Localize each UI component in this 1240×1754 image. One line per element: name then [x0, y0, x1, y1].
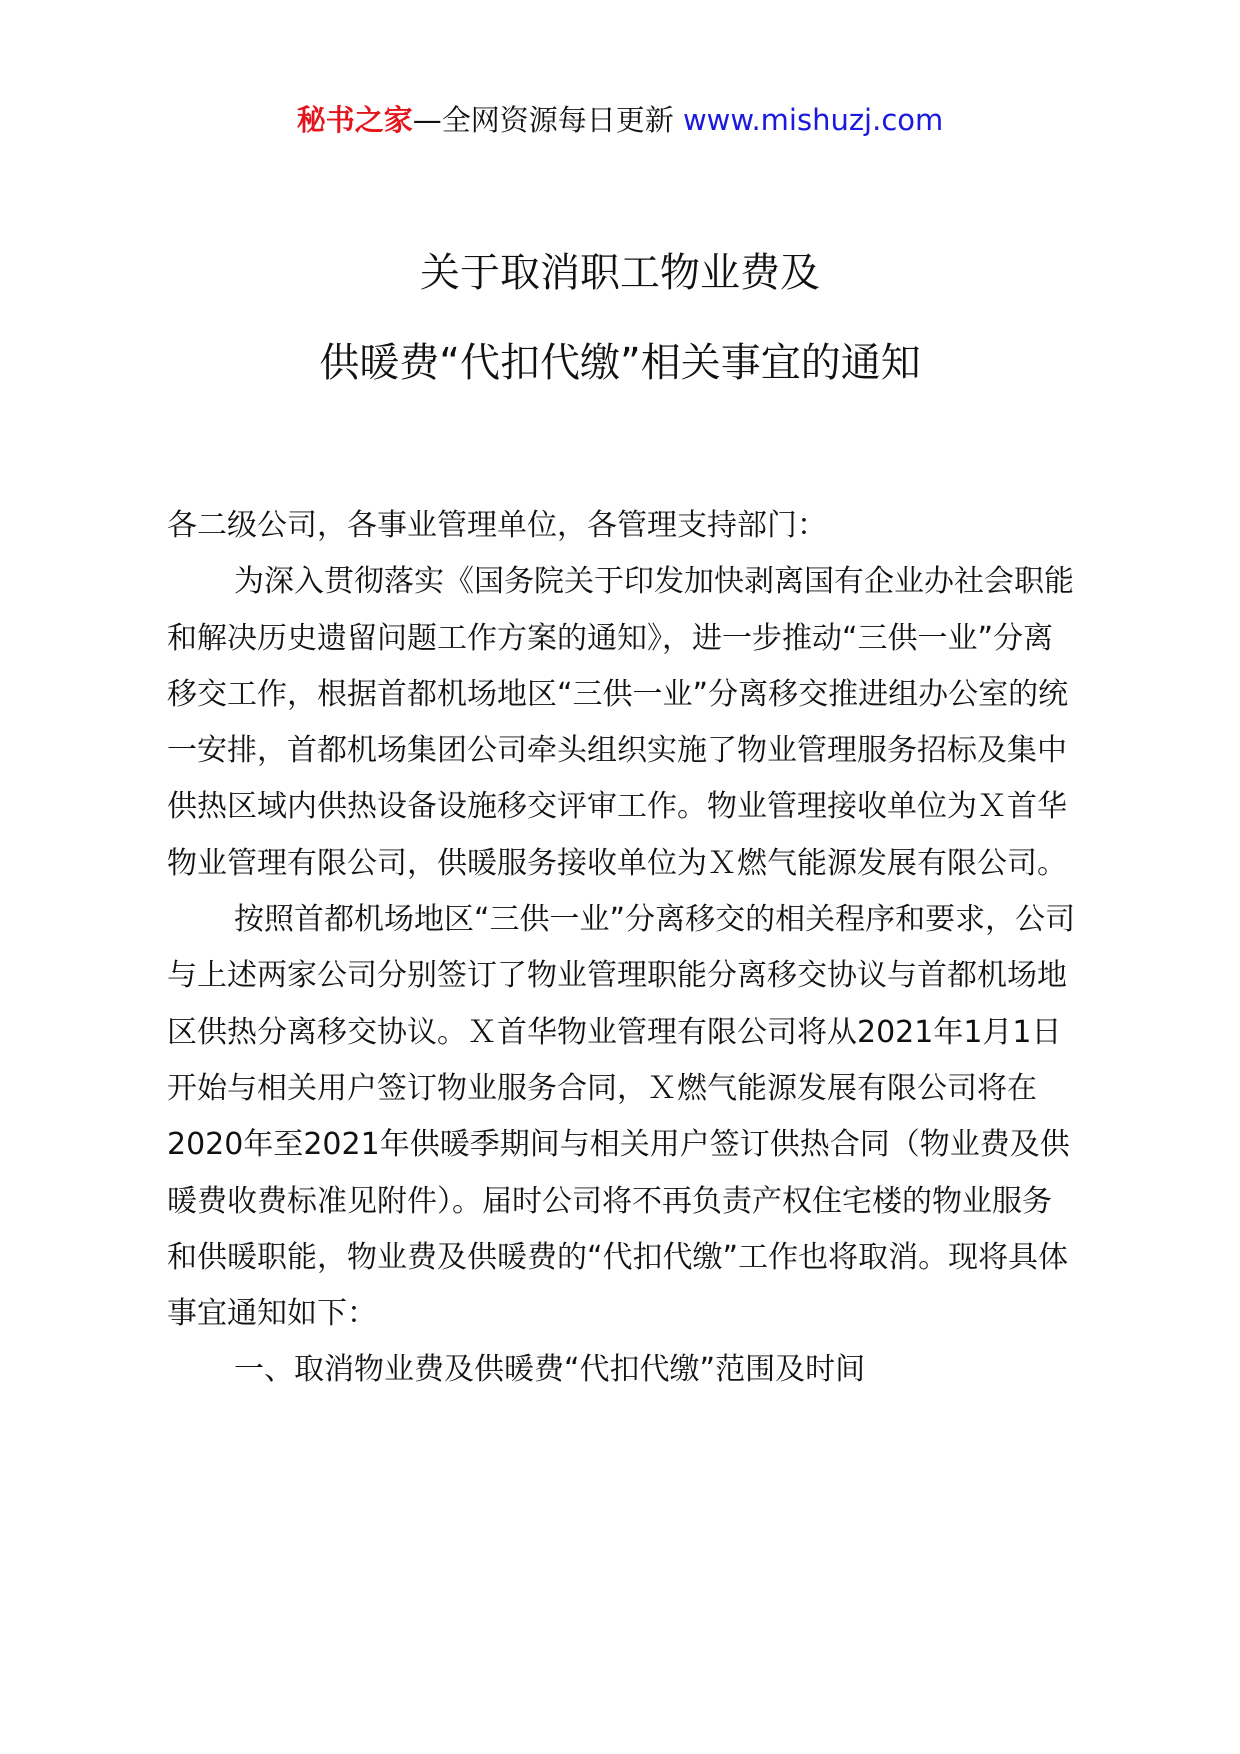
- document-title-line-2: 供暖费“代扣代缴”相关事宜的通知: [319, 340, 921, 386]
- salutation: 各二级公司，各事业管理单位，各管理支持部门：: [167, 508, 827, 543]
- document-body: [167, 498, 1077, 1399]
- brand-name: 秘书之家: [296, 103, 413, 137]
- section-heading-1: 一、取消物业费及供暖费“代扣代缴”范围及时间: [234, 1352, 866, 1388]
- body-paragraph-2: 按照首都机场地区“三供一业”分离移交的相关程序和要求，公司与上述两家公司分别签订了物业管理职能分离移交协议与首都机场地区供热分离移交协议。Ｘ首华物业管理有限公司将从2021年1月1日开始与相关用户签订物业服务合同，Ｘ燃气能源发展有限公司将在2020年至2021年供暖季期间与相关用户签订供热合同（物业费及供暖费收费标准见附件）。届时公司将不再负责产权住宅楼的物业服务和供暖职能，物业费及供暖费的“代扣代缴”工作也将取消。现将具体事宜通知如下：: [167, 902, 1076, 1332]
- header-tagline: —全网资源每日更新: [412, 103, 674, 137]
- site-url-link[interactable]: www.mishuzj.com: [682, 103, 944, 137]
- body-paragraph-1: 为深入贯彻落实《国务院关于印发加快剥离国有企业办社会职能和解决历史遗留问题工作方案的通知》，进一步推动“三供一业”分离移交工作，根据首都机场地区“三供一业”分离移交推进组办公室的统一安排，首都机场集团公司牵头组织实施了物业管理服务招标及集中供热区域内供热设备设施移交评审工作。物业管理接收单位为Ｘ首华物业管理有限公司，供暖服务接收单位为Ｘ燃气能源发展有限公司。: [167, 564, 1074, 881]
- document-title-line-1: 关于取消职工物业费及: [420, 250, 820, 296]
- site-header: [0, 100, 1240, 140]
